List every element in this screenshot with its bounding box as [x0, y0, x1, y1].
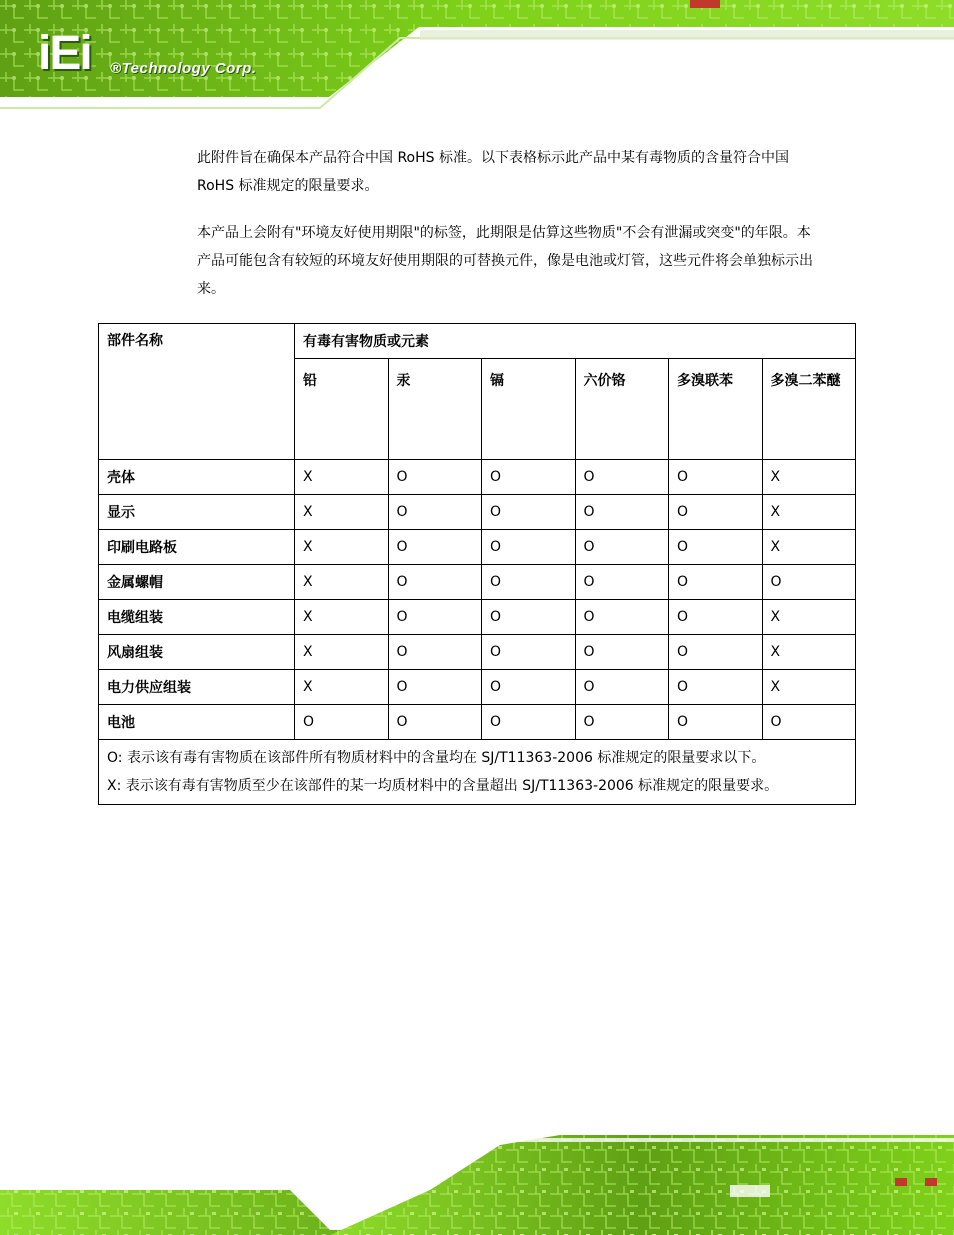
company-name: ®Technology Corp. [110, 60, 257, 77]
substance-value: O [482, 705, 576, 740]
legend-x-note: X: 表示该有毒有害物质至少在该部件的某一均质材料中的含量超出 SJ/T11363-2006 标准规定的限量要求。 [107, 778, 779, 794]
rohs-substance-table [98, 323, 856, 805]
substance-value: O [669, 565, 763, 600]
table-row [99, 495, 856, 530]
substance-value: X [762, 635, 856, 670]
substance-header: 六价铬 [575, 359, 669, 460]
substance-value: X [295, 530, 389, 565]
substance-value: X [295, 600, 389, 635]
part-name-header: 部件名称 [99, 324, 295, 460]
table-row [99, 565, 856, 600]
substance-value: O [762, 565, 856, 600]
substance-value: X [295, 635, 389, 670]
substance-value: O [575, 460, 669, 495]
company-logo-mark: iEi [38, 27, 91, 80]
substance-value: O [482, 600, 576, 635]
substance-value: O [669, 460, 763, 495]
substance-value: O [575, 565, 669, 600]
substance-value: O [575, 705, 669, 740]
substance-value: X [762, 600, 856, 635]
part-name: 印刷电路板 [99, 530, 295, 565]
table-legend [99, 740, 856, 805]
part-name: 壳体 [99, 460, 295, 495]
substance-value: O [482, 670, 576, 705]
table-row [99, 670, 856, 705]
part-name: 显示 [99, 495, 295, 530]
substance-value: X [762, 460, 856, 495]
substance-value: O [482, 460, 576, 495]
substance-header: 汞 [388, 359, 482, 460]
substance-value: O [388, 530, 482, 565]
substance-value: O [388, 635, 482, 670]
substance-value: X [762, 530, 856, 565]
substance-value: O [575, 495, 669, 530]
substance-value: O [575, 635, 669, 670]
part-name: 电力供应组装 [99, 670, 295, 705]
substance-header: 多溴联苯 [669, 359, 763, 460]
part-name: 电池 [99, 705, 295, 740]
substance-value: O [482, 530, 576, 565]
substance-value: X [762, 670, 856, 705]
substance-value: X [295, 460, 389, 495]
substance-value: X [295, 670, 389, 705]
substance-value: O [388, 565, 482, 600]
table-row [99, 460, 856, 495]
substance-value: O [388, 670, 482, 705]
substance-value: O [388, 705, 482, 740]
intro-paragraph-1: 此附件旨在确保本产品符合中国 RoHS 标准。以下表格标示此产品中某有毒物质的含量符合中国 RoHS 标准规定的限量要求。 [197, 150, 789, 194]
substance-group-header: 有毒有害物质或元素 [295, 324, 856, 359]
substance-value: O [482, 495, 576, 530]
substance-value: O [669, 670, 763, 705]
substance-value: X [295, 565, 389, 600]
substance-value: X [295, 495, 389, 530]
substance-value: O [669, 530, 763, 565]
part-name: 风扇组装 [99, 635, 295, 670]
substance-value: O [575, 600, 669, 635]
header-circuit-banner [0, 0, 954, 115]
substance-value: O [575, 670, 669, 705]
table-row [99, 600, 856, 635]
table-row [99, 530, 856, 565]
substance-header: 镉 [482, 359, 576, 460]
substance-header: 铅 [295, 359, 389, 460]
table-row [99, 635, 856, 670]
substance-value: O [669, 705, 763, 740]
intro-paragraph-2: 本产品上会附有"环境友好使用期限"的标签，此期限是估算这些物质"不会有泄漏或突变"的年限。本产品可能包含有较短的环境友好使用期限的可替换元件，像是电池或灯管，这些元件将会单独标示出来。 [197, 225, 813, 297]
substance-value: O [669, 495, 763, 530]
substance-value: O [388, 600, 482, 635]
substance-value: O [669, 635, 763, 670]
part-name: 电缆组装 [99, 600, 295, 635]
substance-value: O [388, 460, 482, 495]
substance-value: O [762, 705, 856, 740]
substance-value: O [482, 565, 576, 600]
part-name: 金属螺帽 [99, 565, 295, 600]
substance-value: O [669, 600, 763, 635]
footer-circuit-banner [0, 1120, 954, 1235]
table-row [99, 705, 856, 740]
substance-header: 多溴二苯醚 [762, 359, 856, 460]
substance-value: O [388, 495, 482, 530]
substance-value: X [762, 495, 856, 530]
legend-o-note: O: 表示该有毒有害物质在该部件所有物质材料中的含量均在 SJ/T11363-2006 标准规定的限量要求以下。 [107, 750, 766, 766]
substance-value: O [295, 705, 389, 740]
substance-value: O [575, 530, 669, 565]
substance-value: O [482, 635, 576, 670]
